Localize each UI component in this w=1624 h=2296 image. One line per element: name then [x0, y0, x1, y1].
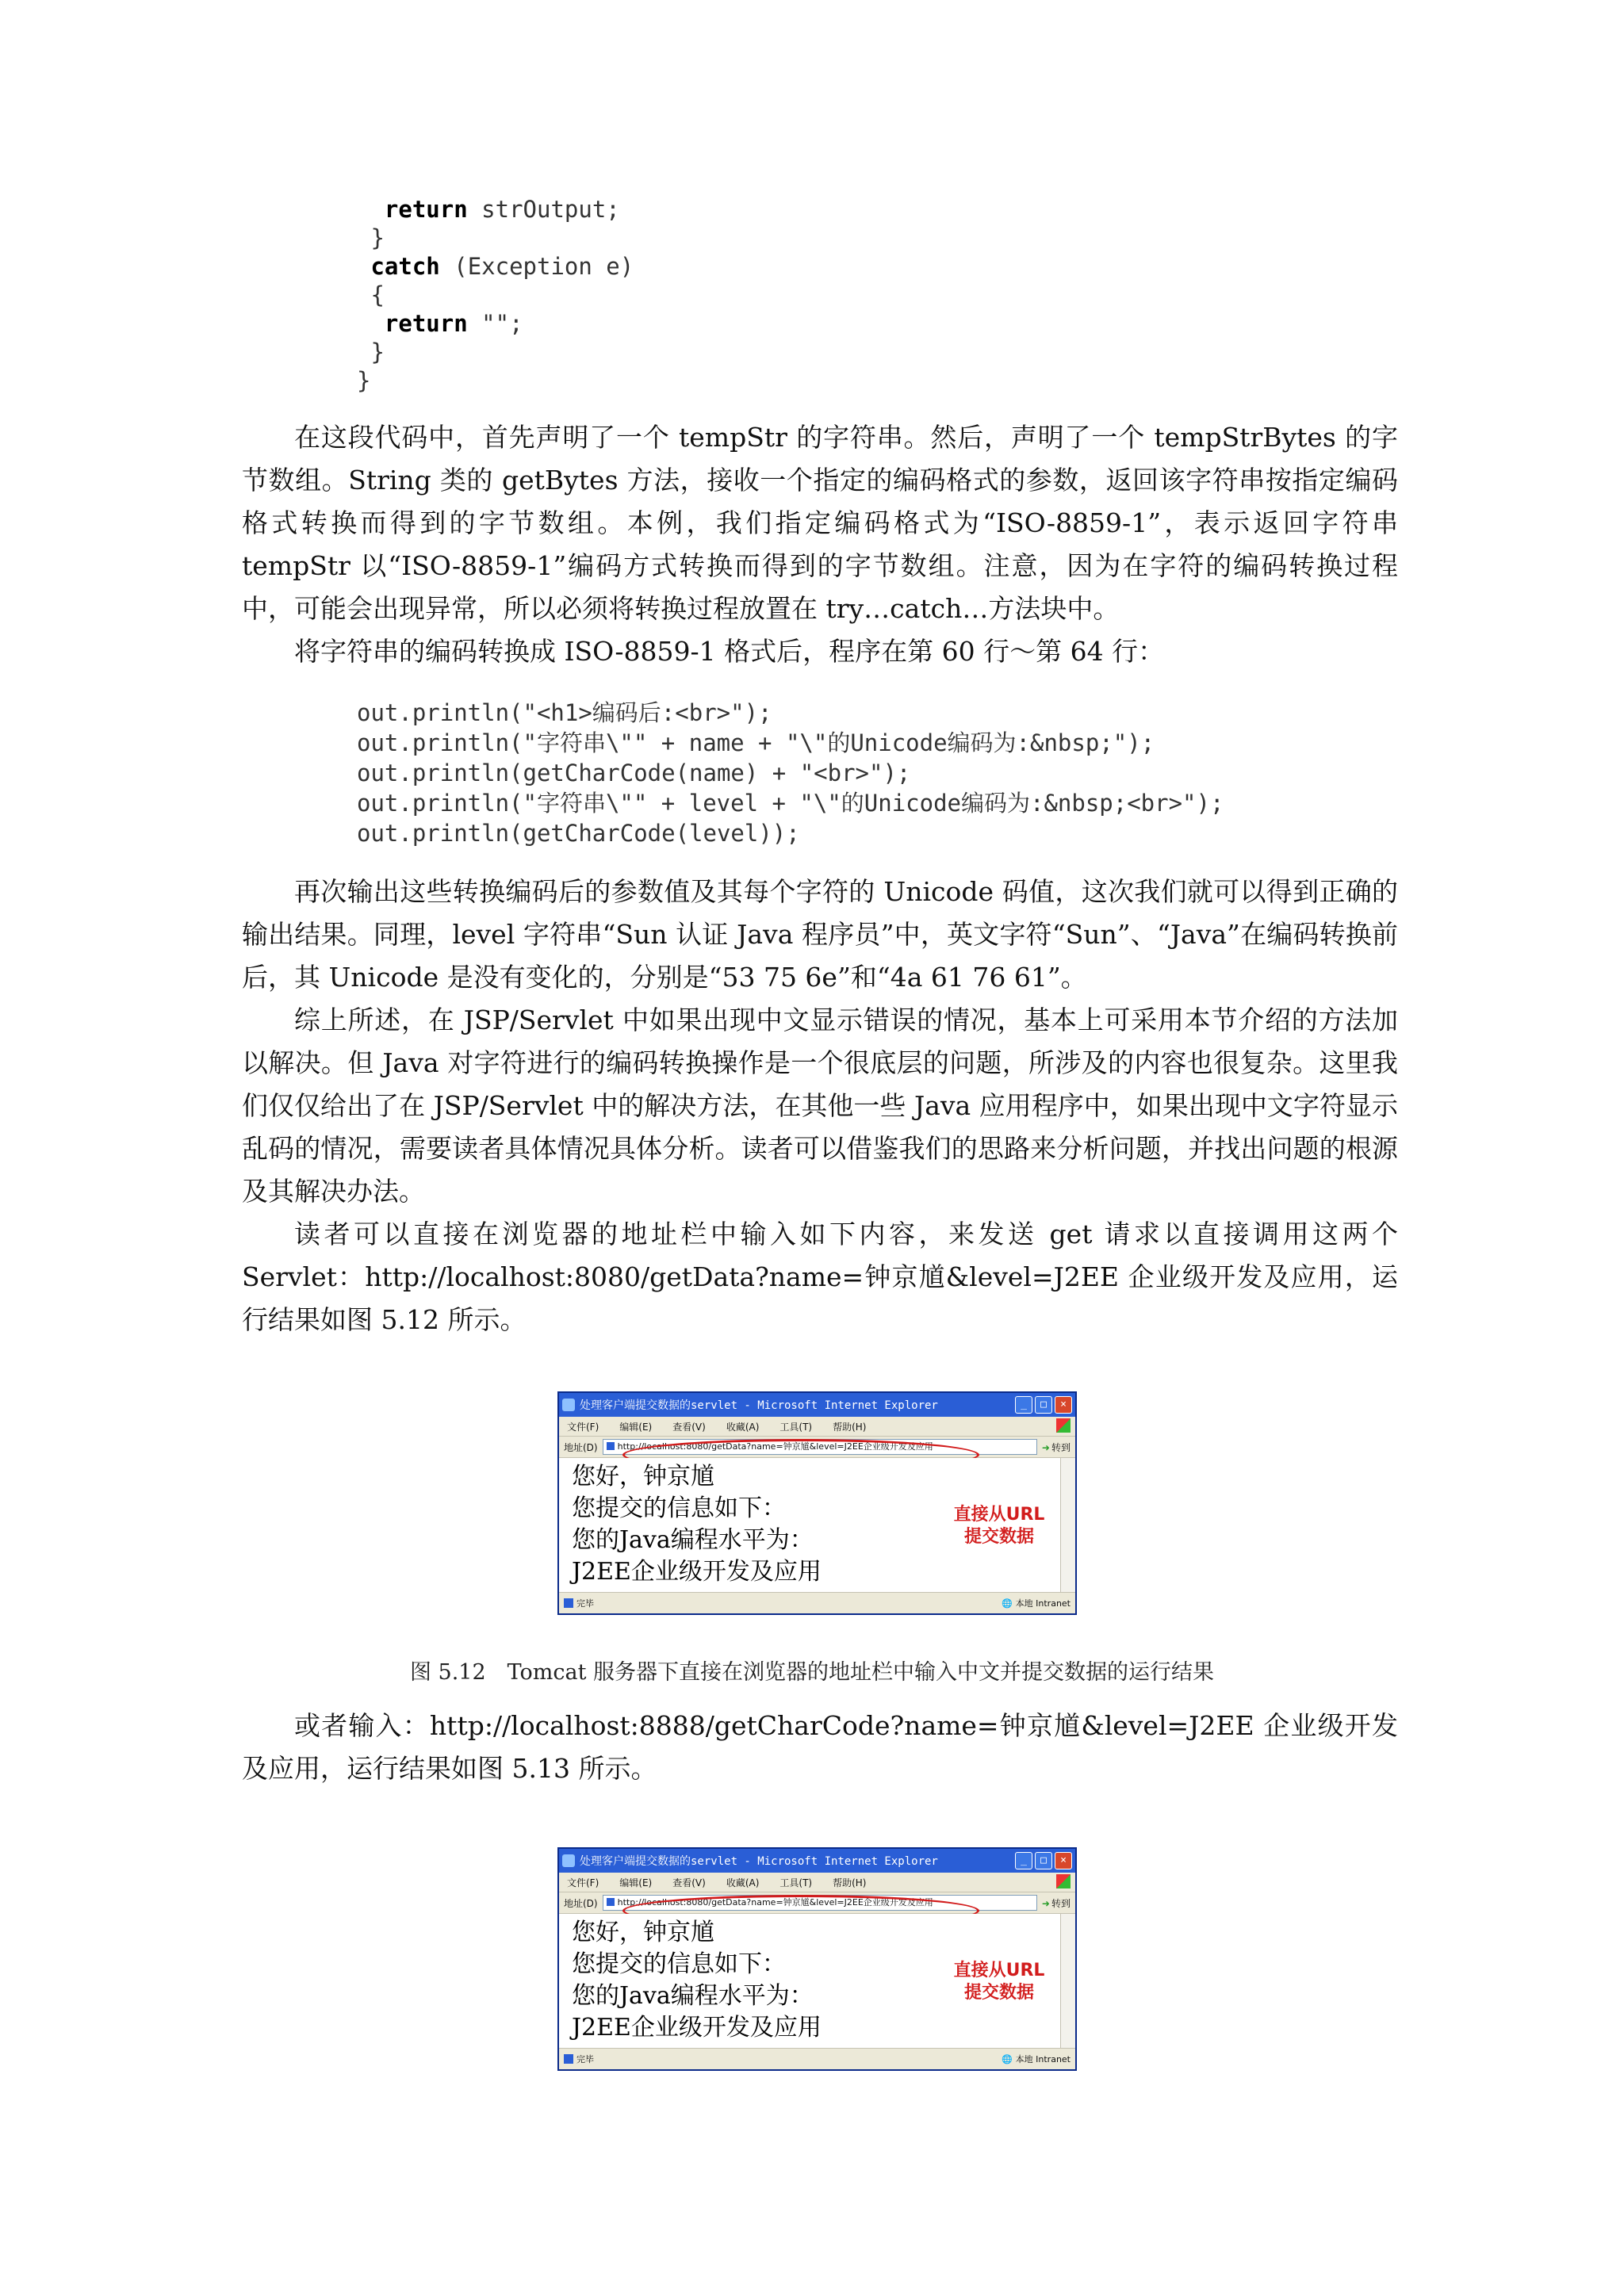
- zone-text: 🌐 本地 Intranet: [1002, 2053, 1071, 2065]
- code-line: out.println("<h1>编码后:<br>");: [357, 699, 772, 726]
- minimize-button[interactable]: _: [1015, 1396, 1032, 1414]
- scrollbar[interactable]: [1060, 1914, 1075, 2049]
- address-label: 地址(D): [564, 1897, 598, 1909]
- title-bar: [559, 1393, 1075, 1417]
- menu-help[interactable]: 帮助(H): [833, 1421, 867, 1433]
- menu-tools[interactable]: 工具(T): [779, 1877, 813, 1888]
- info-line: 您提交的信息如下：: [572, 1950, 786, 1978]
- title-bar: [559, 1849, 1075, 1873]
- level-label-line: 您的Java编程水平为：: [572, 1982, 814, 2010]
- code-line: }: [370, 339, 385, 365]
- scrollbar[interactable]: [1060, 1458, 1075, 1593]
- annotation: [940, 1504, 1059, 1548]
- menu-view[interactable]: 查看(V): [672, 1877, 706, 1888]
- url-input[interactable]: http://localhost:8080/getData?name=钟京馗&level=J2EE企业级开发及应用: [603, 1895, 1037, 1911]
- window-title: 处理客户端提交数据的servlet - Microsoft Internet Explorer: [580, 1855, 938, 1868]
- annotation-line-1: 直接从URL: [953, 1505, 1045, 1525]
- windows-logo-icon: [1056, 1874, 1071, 1888]
- paragraph-2: 将字符串的编码转换成 ISO-8859-1 格式后，程序在第 60 行～第 64 行：: [294, 636, 1165, 667]
- menu-file[interactable]: 文件(F): [567, 1877, 599, 1888]
- zone-text: 🌐 本地 Intranet: [1002, 1597, 1071, 1609]
- menu-edit[interactable]: 编辑(E): [619, 1877, 653, 1888]
- code-line: }: [357, 367, 371, 394]
- page-content: [559, 1458, 1061, 1593]
- minimize-button[interactable]: _: [1015, 1852, 1032, 1869]
- url-input[interactable]: http://localhost:8080/getData?name=钟京馗&level=J2EE企业级开发及应用: [603, 1439, 1037, 1455]
- code-line: {: [370, 281, 385, 308]
- code-line: return strOutput;: [384, 196, 620, 223]
- level-value-line: J2EE企业级开发及应用: [572, 1558, 822, 1586]
- code-block-2: [357, 698, 1224, 848]
- annotation: [940, 1960, 1059, 2004]
- status-bar: [559, 2048, 1075, 2069]
- windows-logo-icon: [1056, 1418, 1071, 1433]
- paragraph-1: 在这段代码中，首先声明了一个 tempStr 的字符串。然后，声明了一个 tempStrBytes 的字节数组。String 类的 getBytes 方法，接收一个指定的编码格式的参数，返回该字符串按指定编码格式转换而得到的字节数组。本例，我们指定编码格式为“ISO-8859-1”，表示返回字符串 tempStr 以“ISO-8859-1”编码方式转换而得到的字节数组。注意，因为在字符的编码转换过程中，可能会出现异常，所以必须将转换过程放置在 try…catch…方法块中。: [242, 422, 1398, 624]
- menu-favorites[interactable]: 收藏(A): [726, 1877, 760, 1888]
- close-button[interactable]: ×: [1055, 1396, 1072, 1414]
- annotation-line-1: 直接从URL: [953, 1961, 1045, 1980]
- ie-icon: [562, 1854, 575, 1867]
- window-title: 处理客户端提交数据的servlet - Microsoft Internet Explorer: [580, 1399, 938, 1412]
- browser-window-fig-5-13: [557, 1847, 1077, 2071]
- menu-help[interactable]: 帮助(H): [833, 1877, 867, 1888]
- menu-view[interactable]: 查看(V): [672, 1421, 706, 1433]
- code-line: out.println(getCharCode(level));: [357, 820, 800, 847]
- menu-favorites[interactable]: 收藏(A): [726, 1421, 760, 1433]
- paragraph-3: 再次输出这些转换编码后的参数值及其每个字符的 Unicode 码值，这次我们就可以得到正确的输出结果。同理，level 字符串“Sun 认证 Java 程序员”中，英文字符“Sun”、“Java”在编码转换前后，其 Unicode 是没有变化的，分别是“53 75 6e”和“4a 61 76 61”。: [242, 876, 1398, 993]
- menu-edit[interactable]: 编辑(E): [619, 1421, 653, 1433]
- code-line: return "";: [384, 310, 523, 337]
- code-line: catch (Exception e): [370, 253, 634, 280]
- level-label-line: 您的Java编程水平为：: [572, 1526, 814, 1554]
- paragraph-6: 或者输入：http://localhost:8888/getCharCode?name=钟京馗&level=J2EE 企业级开发及应用，运行结果如图 5.13 所示。: [242, 1710, 1398, 1784]
- browser-window-fig-5-12: [557, 1391, 1077, 1615]
- status-bar: [559, 1592, 1075, 1613]
- code-block-1: [357, 195, 634, 395]
- menu-bar: [559, 1873, 1075, 1892]
- code-line: }: [370, 224, 385, 251]
- status-text: 完毕: [564, 1597, 1002, 1609]
- menu-bar: [559, 1417, 1075, 1437]
- maximize-button[interactable]: □: [1035, 1852, 1052, 1869]
- figure-caption: 图 5.12 Tomcat 服务器下直接在浏览器的地址栏中输入中文并提交数据的运行结果: [409, 1660, 1215, 1685]
- annotation-line-2: 提交数据: [963, 1983, 1034, 2003]
- go-button[interactable]: ➜ 转到: [1042, 1896, 1071, 1910]
- close-button[interactable]: ×: [1055, 1852, 1072, 1869]
- paragraph-5: 读者可以直接在浏览器的地址栏中输入如下内容，来发送 get 请求以直接调用这两个 Servlet：http://localhost:8080/getData?name=钟京馗&level=J2EE 企业级开发及应用，运行结果如图 5.12 所示。: [242, 1219, 1398, 1335]
- annotation-line-2: 提交数据: [963, 1527, 1034, 1547]
- greeting-line: 您好，钟京馗: [572, 1463, 714, 1490]
- menu-tools[interactable]: 工具(T): [779, 1421, 813, 1433]
- address-label: 地址(D): [564, 1441, 598, 1453]
- greeting-line: 您好，钟京馗: [572, 1919, 714, 1946]
- paragraph-4: 综上所述，在 JSP/Servlet 中如果出现中文显示错误的情况，基本上可采用本节介绍的方法加以解决。但 Java 对字符进行的编码转换操作是一个很底层的问题，所涉及的内容也很复杂。这里我们仅仅给出了在 JSP/Servlet 中的解决方法，在其他一些 Java 应用程序中，如果出现中文字符显示乱码的情况，需要读者具体情况具体分析。读者可以借鉴我们的思路来分析问题，并找出问题的根源及其解决办法。: [242, 1004, 1398, 1207]
- code-line: out.println(getCharCode(name) + "<br>");: [357, 760, 911, 786]
- page-content: [559, 1914, 1061, 2049]
- code-line: out.println("字符串\"" + name + "\"的Unicode编码为:&nbsp;");: [357, 729, 1155, 756]
- go-button[interactable]: ➜ 转到: [1042, 1441, 1071, 1454]
- maximize-button[interactable]: □: [1035, 1396, 1052, 1414]
- level-value-line: J2EE企业级开发及应用: [572, 2014, 822, 2042]
- status-text: 完毕: [564, 2053, 1002, 2065]
- info-line: 您提交的信息如下：: [572, 1494, 786, 1522]
- ie-icon: [562, 1399, 575, 1411]
- code-line: out.println("字符串\"" + level + "\"的Unicode编码为:&nbsp;<br>");: [357, 790, 1224, 817]
- menu-file[interactable]: 文件(F): [567, 1421, 599, 1433]
